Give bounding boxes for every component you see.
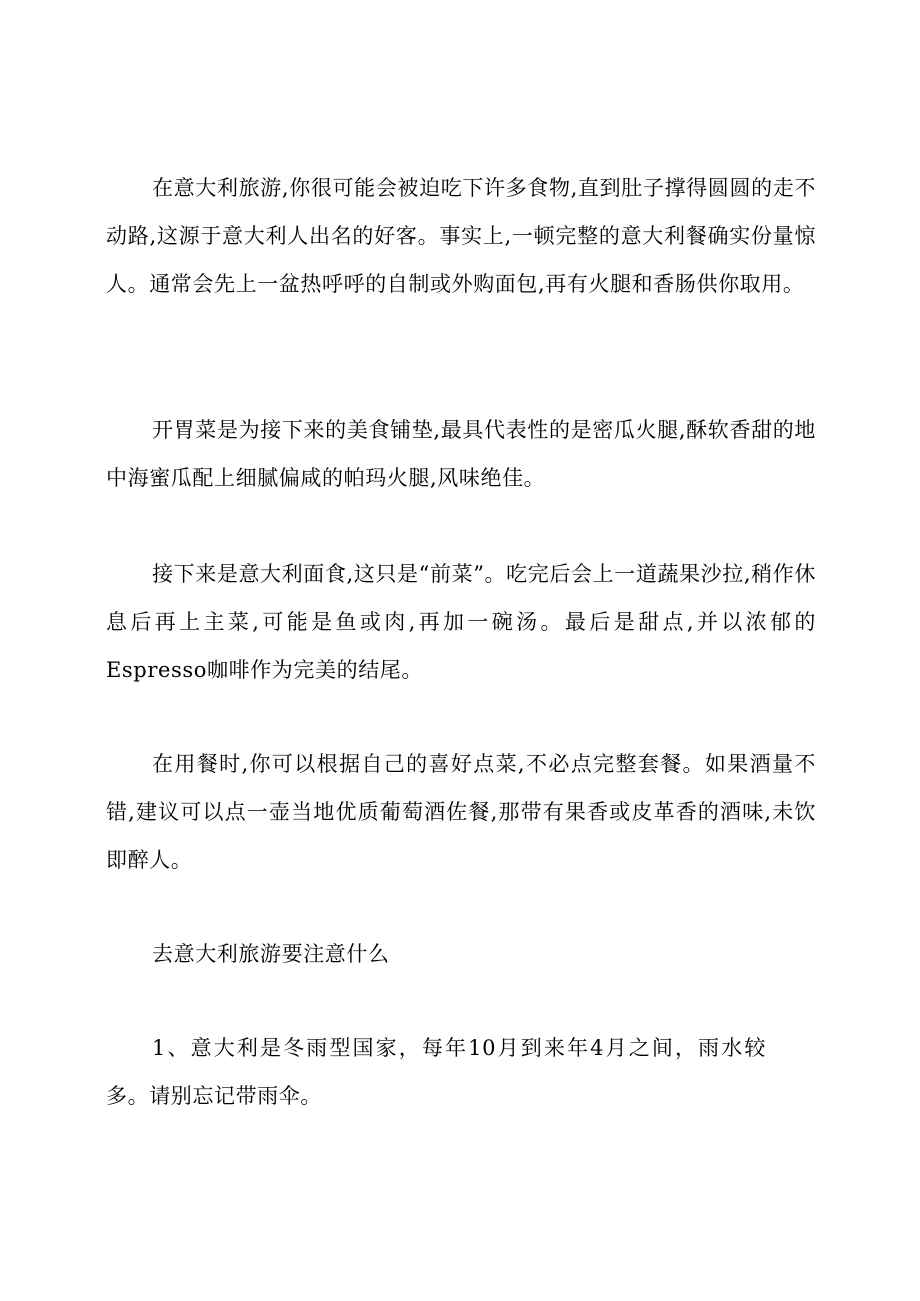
paragraph-bread-intro: 在意大利旅游,你很可能会被迫吃下许多食物,直到肚子撑得圆圆的走不动路,这源于意大利人出名的好客。事实上,一顿完整的意大利餐确实份量惊人。通常会先上一盆热呼呼的自制或外购面包,再有火腿和香肠供你取用。 (106, 176, 816, 296)
section-heading: 去意大利旅游要注意什么 (152, 942, 390, 966)
tip-item-1: 1、意大利是冬雨型国家，每年10月到来年4月之间，雨水较多。请别忘记带雨伞。 (106, 1036, 766, 1108)
paragraph-main-course: 接下来是意大利面食,这只是“前菜”。吃完后会上一道蔬果沙拉,稍作休息后再上主菜,可能是鱼或肉,再加一碗汤。最后是甜点,并以浓郁的Espresso咖啡作为完美的结尾。 (106, 562, 816, 682)
paragraph-appetizer: 开胃菜是为接下来的美食铺垫,最具代表性的是密瓜火腿,酥软香甜的地中海蜜瓜配上细腻偏咸的帕玛火腿,风味绝佳。 (106, 418, 816, 490)
paragraph-ordering-wine: 在用餐时,你可以根据自己的喜好点菜,不必点完整套餐。如果酒量不错,建议可以点一壶当地优质葡萄酒佐餐,那带有果香或皮革香的酒味,未饮即醉人。 (106, 752, 816, 872)
